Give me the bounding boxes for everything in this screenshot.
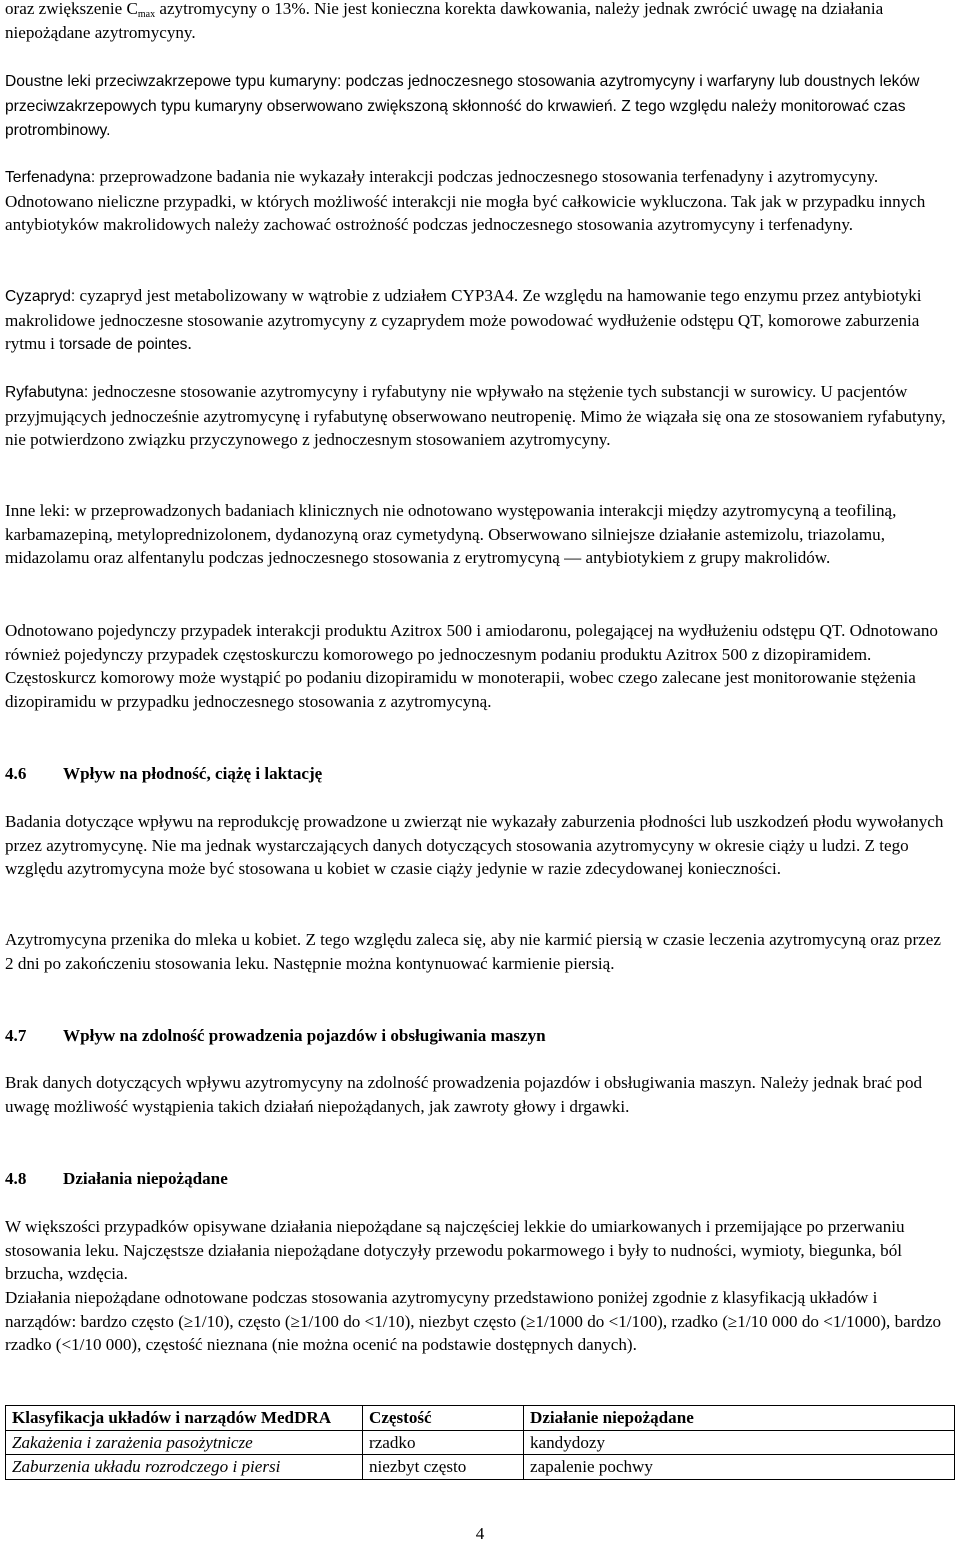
paragraph-term: torsade de pointes xyxy=(59,336,188,353)
table-cell-soc: Zaburzenia układu rozrodczego i piersi xyxy=(6,1455,363,1480)
paragraph-text: przeprowadzone badania nie wykazały interakcji podczas jednoczesnego stosowania terfenadyny i azytromycyny. Odnotowano nieliczne przypadki, w których możliwość interakcji nie mogła być całkowicie wykluczona. Tak jak w przypadku innych antybiotyków makrolidowych należy zachować ostrożność podczas jednoczesnego stosowania azytromycyny i terfenadyny. xyxy=(5,167,926,234)
paragraph-terfenadine xyxy=(5,165,946,237)
table-cell-effect: zapalenie pochwy xyxy=(524,1455,955,1480)
paragraph-text: jednoczesne stosowanie azytromycyny i ryfabutyny nie wpływało na stężenie tych substancji w surowicy. U pacjentów przyjmujących jednocześnie azytromycynę i ryfabutynę obserwowano neutropenię. Mimo że wiązała się ona ze stosowaniem ryfabutyny, nie potwierdzono związku przyczynowego z jednoczesnym stosowaniem azytromycyny. xyxy=(5,382,946,449)
paragraph-anticoagulants xyxy=(5,69,946,143)
section-heading-4-6 xyxy=(5,762,946,786)
paragraph-adverse-summary: W większości przypadków opisywane działania niepożądane są najczęściej lekkie do umiarkowanych i przemijające po przerwaniu stosowania leku. Najczęstsze działania niepożądane dotyczyły przewodu pokarmowego i były to nudności, wymioty, biegunka, ból brzucha, wzdęcia. xyxy=(5,1217,905,1283)
paragraph-text: cyzapryd jest metabolizowany w wątrobie z udziałem CYP3A4. Ze względu na hamowanie tego enzymu przez antybiotyki makrolidowe jednoczesne stosowanie azytromycyny z cyzaprydem może powodować wydłużenie odstępu QT, komorowe zaburzenia rytmu i xyxy=(5,286,922,353)
paragraph-fertility: Badania dotyczące wpływu na reprodukcję prowadzone u zwierząt nie wykazały zaburzenia płodności lub uszkodzeń płodu wywołanych przez azytromycynę. Nie ma jednak wystarczających danych dotyczących stosowania azytromycyny w okresie ciąży u ludzi. Z tego względu azytromycyna może być stosowana u kobiet w czasie ciąży jedynie w razie zdecydowanej konieczności. xyxy=(5,812,944,878)
paragraph-lactation: Azytromycyna przenika do mleka u kobiet. Z tego względu zaleca się, aby nie karmić piersią w czasie leczenia azytromycyną oraz przez 2 dni po zakończeniu stosowania leku. Następnie można kontynuować karmienie piersią. xyxy=(5,930,941,973)
table-header-cell: Częstość xyxy=(363,1406,524,1431)
paragraph-cmax xyxy=(5,0,946,44)
table-row xyxy=(6,1430,955,1455)
paragraph-azitrox-interactions: Odnotowano pojedynczy przypadek interakcji produktu Azitrox 500 i amiodaronu, polegającej na wydłużeniu odstępu QT. Odnotowano również pojedynczy przypadek częstoskurczu komorowego po jednoczesnym podaniu produktu Azitrox 500 z dizopiramidem. Częstoskurcz komorowy może wystąpić po podaniu dizopiramidu w monoterapii, wobec czego zalecane jest monitorowanie stężenia dizopiramidu w przypadku jednoczesnego stosowania z azytromycyną. xyxy=(5,621,938,711)
section-title: Wpływ na zdolność prowadzenia pojazdów i obsługiwania maszyn xyxy=(63,1026,546,1045)
paragraph-lead: Terfenadyna: xyxy=(5,169,96,186)
paragraph-rifabutin xyxy=(5,380,946,452)
table-cell-frequency: rzadko xyxy=(363,1430,524,1455)
section-heading-4-7 xyxy=(5,1024,946,1048)
paragraph-text: azytromycyny o 13%. Nie jest konieczna korekta dawkowania, należy jednak zwrócić uwagę na działania niepożądane azytromycyny. xyxy=(5,0,884,42)
paragraph-other-drugs: Inne leki: w przeprowadzonych badaniach klinicznych nie odnotowano występowania interakcji między azytromycyną a teofiliną, karbamazepiną, metyloprednizolonem, dydanozyną oraz cymetydyną. Obserwowano silniejsze działanie astemizolu, triazolamu, midazolamu oraz alfentanylu podczas jednoczesnego stosowania z erytromycyną — antybiotykiem z grupy makrolidów. xyxy=(5,501,897,567)
paragraph-text: oraz zwiększenie C xyxy=(5,0,138,18)
table-cell-soc: Zakażenia i zarażenia pasożytnicze xyxy=(6,1430,363,1455)
paragraph-frequency-classification: Działania niepożądane odnotowane podczas stosowania azytromycyny przedstawiono poniżej zgodnie z klasyfikacją układów i narządów: bardzo często (≥1/10), często (≥1/100 do <1/10), niezbyt często (≥1/1000 do <1/100), rzadko (≥1/10 000 do <1/1000), bardzo rzadko (<1/10 000), częstość nieznana (nie można ocenić na podstawie dostępnych danych). xyxy=(5,1288,942,1354)
section-title: Wpływ na płodność, ciążę i laktację xyxy=(63,764,323,783)
paragraph-text: podczas jednoczesnego stosowania azytromycyny i warfaryny lub doustnych leków przeciwzakrzepowych typu kumaryny obserwowano zwiększoną skłonność do krwawień. Z tego względu należy monitorować czas protrombinowy. xyxy=(5,73,920,139)
table-cell-frequency: niezbyt często xyxy=(363,1455,524,1480)
section-number: 4.8 xyxy=(5,1169,27,1188)
section-title: Działania niepożądane xyxy=(63,1169,228,1188)
paragraph-driving: Brak danych dotyczących wpływu azytromycyny na zdolność prowadzenia pojazdów i obsługiwania maszyn. Należy jednak brać pod uwagę możliwość wystąpienia takich działań niepożądanych, jak zawroty głowy i drgawki. xyxy=(5,1073,923,1116)
table-header-cell: Klasyfikacja układów i narządów MedDRA xyxy=(6,1406,363,1431)
section-number: 4.7 xyxy=(5,1026,27,1045)
paragraph-cisapride xyxy=(5,284,946,357)
subscript-max: max xyxy=(137,9,156,20)
page-number: 4 xyxy=(475,1524,485,1543)
paragraph-lead: Doustne leki przeciwzakrzepowe typu kumaryny: xyxy=(5,73,342,90)
paragraph-lead: Ryfabutyna: xyxy=(5,384,89,401)
table-header-cell: Działanie niepożądane xyxy=(524,1406,955,1431)
table-row xyxy=(6,1455,955,1480)
paragraph-lead: Cyzapryd: xyxy=(5,288,76,305)
adverse-effects-table xyxy=(5,1405,955,1480)
section-heading-4-8 xyxy=(5,1167,946,1191)
paragraph-text: . xyxy=(187,334,192,353)
table-header-row xyxy=(6,1406,955,1431)
section-number: 4.6 xyxy=(5,764,27,783)
table-cell-effect: kandydozy xyxy=(524,1430,955,1455)
